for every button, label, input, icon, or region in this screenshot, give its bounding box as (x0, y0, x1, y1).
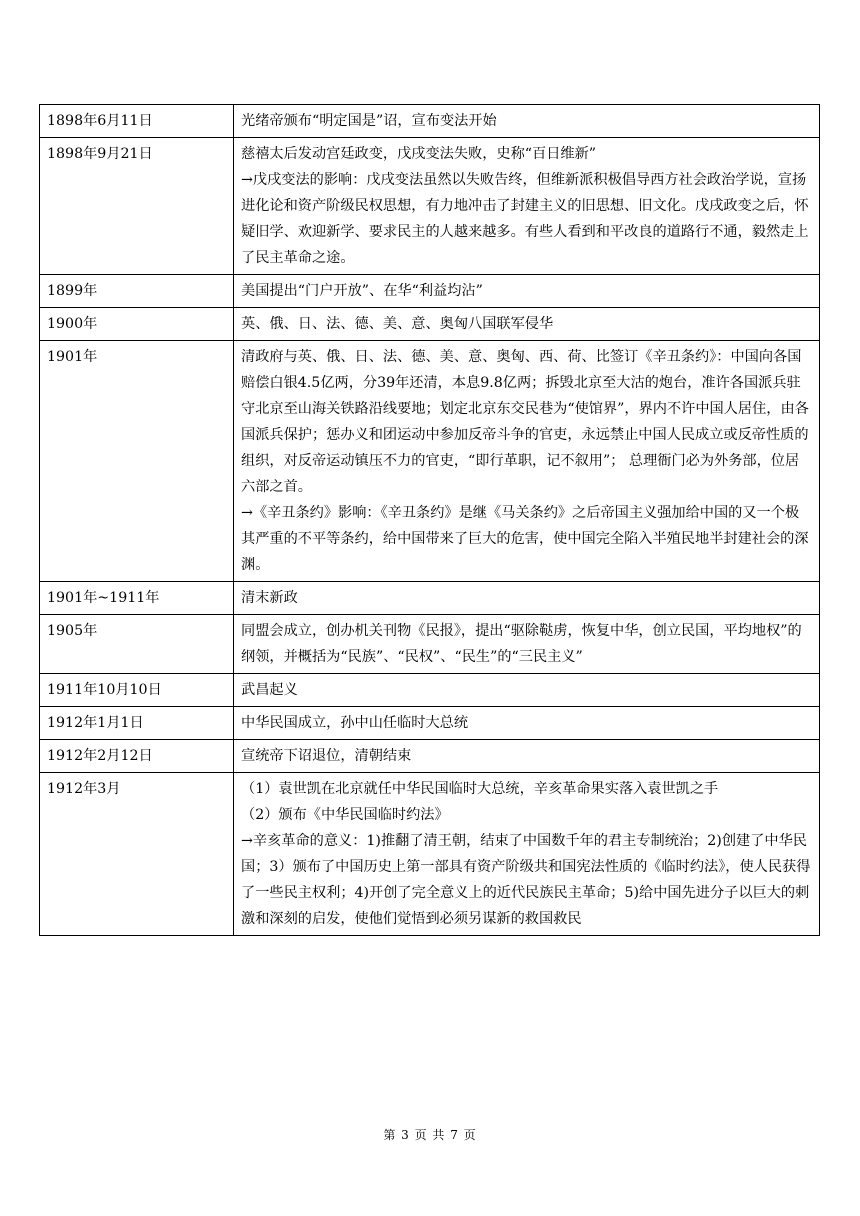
date-cell: 1899年 (40, 275, 234, 308)
event-cell (234, 773, 820, 936)
table-row (40, 275, 820, 308)
event-paragraph: （1）袁世凯在北京就任中华民国临时大总统，辛亥革命果实落入袁世凯之手 (241, 781, 719, 797)
table-row (40, 773, 820, 936)
event-cell (234, 582, 820, 615)
date-cell: 1901年 (40, 341, 234, 582)
date-cell: 1912年3月 (40, 773, 234, 936)
event-paragraph: 光绪帝颁布“明定国是”诏，宣布变法开始 (241, 113, 497, 129)
chronology-table-body (40, 105, 820, 936)
event-paragraph: →辛亥革命的意义：1)推翻了清王朝，结束了中国数千年的君主专制统治；2)创建了中华民国；3）颁布了中国历史上第一部具有资产阶级共和国宪法性质的《临时约法》，使人民获得了一些民主权利；4)开创了完全意义上的近代民族民主革命；5)给中国先进分子以巨大的刺激和深刻的启发，使他们觉悟到必须另谋新的救国救民 (241, 833, 811, 927)
event-paragraph: →《辛丑条约》影响：《辛丑条约》是继《马关条约》之后帝国主义强加给中国的又一个极其严重的不平等条约，给中国带来了巨大的危害，使中国完全陷入半殖民地半封建社会的深渊。 (241, 505, 809, 573)
table-row (40, 740, 820, 773)
event-paragraph: 中华民国成立，孙中山任临时大总统 (241, 715, 469, 731)
table-row (40, 105, 820, 138)
event-paragraph: 同盟会成立，创办机关刊物《民报》，提出“驱除鞑虏，恢复中华，创立民国，平均地权”的纲领，并概括为“民族”、“民权”、“民生”的“三民主义” (241, 623, 802, 665)
table-row (40, 582, 820, 615)
date-cell: 1912年2月12日 (40, 740, 234, 773)
event-paragraph: 清末新政 (241, 590, 298, 606)
table-row (40, 707, 820, 740)
event-cell (234, 341, 820, 582)
page-footer: 第 3 页 共 7 页 (383, 1128, 477, 1142)
table-row (40, 308, 820, 341)
table-row (40, 138, 820, 275)
table-row (40, 615, 820, 674)
event-cell (234, 138, 820, 275)
table-row (40, 674, 820, 707)
table-row (40, 341, 820, 582)
event-paragraph: 美国提出“门户开放”、在华“利益均沾” (241, 283, 483, 299)
date-cell: 1911年10月10日 (40, 674, 234, 707)
chronology-table (39, 104, 820, 936)
event-cell (234, 707, 820, 740)
event-paragraph: 慈禧太后发动宫廷政变，戊戌变法失败，史称“百日维新” (241, 146, 597, 162)
event-paragraph: →戊戌变法的影响：戊戌变法虽然以失败告终，但维新派积极倡导西方社会政治学说，宣扬进化论和资产阶级民权思想，有力地冲击了封建主义的旧思想、旧文化。戊戌政变之后，怀疑旧学、欢迎新学、要求民主的人越来越多。有些人看到和平改良的道路行不通，毅然走上了民主革命之途。 (241, 172, 809, 266)
event-paragraph: 清政府与英、俄、日、法、德、美、意、奥匈、西、荷、比签订《辛丑条约》：中国向各国赔偿白银4.5亿两，分39年还清，本息9.8亿两；拆毁北京至大沽的炮台，准许各国派兵驻守北京至山海关铁路沿线要地；划定北京东交民巷为“使馆界”，界内不许中国人居住，由各国派兵保护；惩办义和团运动中参加反帝斗争的官吏，永远禁止中国人民成立或反帝性质的组织，对反帝运动镇压不力的官吏，“即行革职，记不叙用”； 总理衙门必为外务部，位居六部之首。 (241, 349, 809, 495)
date-cell: 1905年 (40, 615, 234, 674)
event-cell (234, 105, 820, 138)
event-paragraph: （2）颁布《中华民国临时约法》 (241, 807, 449, 823)
event-cell (234, 275, 820, 308)
event-cell (234, 740, 820, 773)
date-cell: 1898年6月11日 (40, 105, 234, 138)
event-cell (234, 674, 820, 707)
event-paragraph: 武昌起义 (241, 682, 298, 698)
date-cell: 1898年9月21日 (40, 138, 234, 275)
date-cell: 1901年~1911年 (40, 582, 234, 615)
date-cell: 1912年1月1日 (40, 707, 234, 740)
event-cell (234, 308, 820, 341)
date-cell: 1900年 (40, 308, 234, 341)
event-paragraph: 英、俄、日、法、德、美、意、奥匈八国联军侵华 (241, 316, 554, 332)
event-paragraph: 宣统帝下诏退位，清朝结束 (241, 748, 412, 764)
event-cell (234, 615, 820, 674)
